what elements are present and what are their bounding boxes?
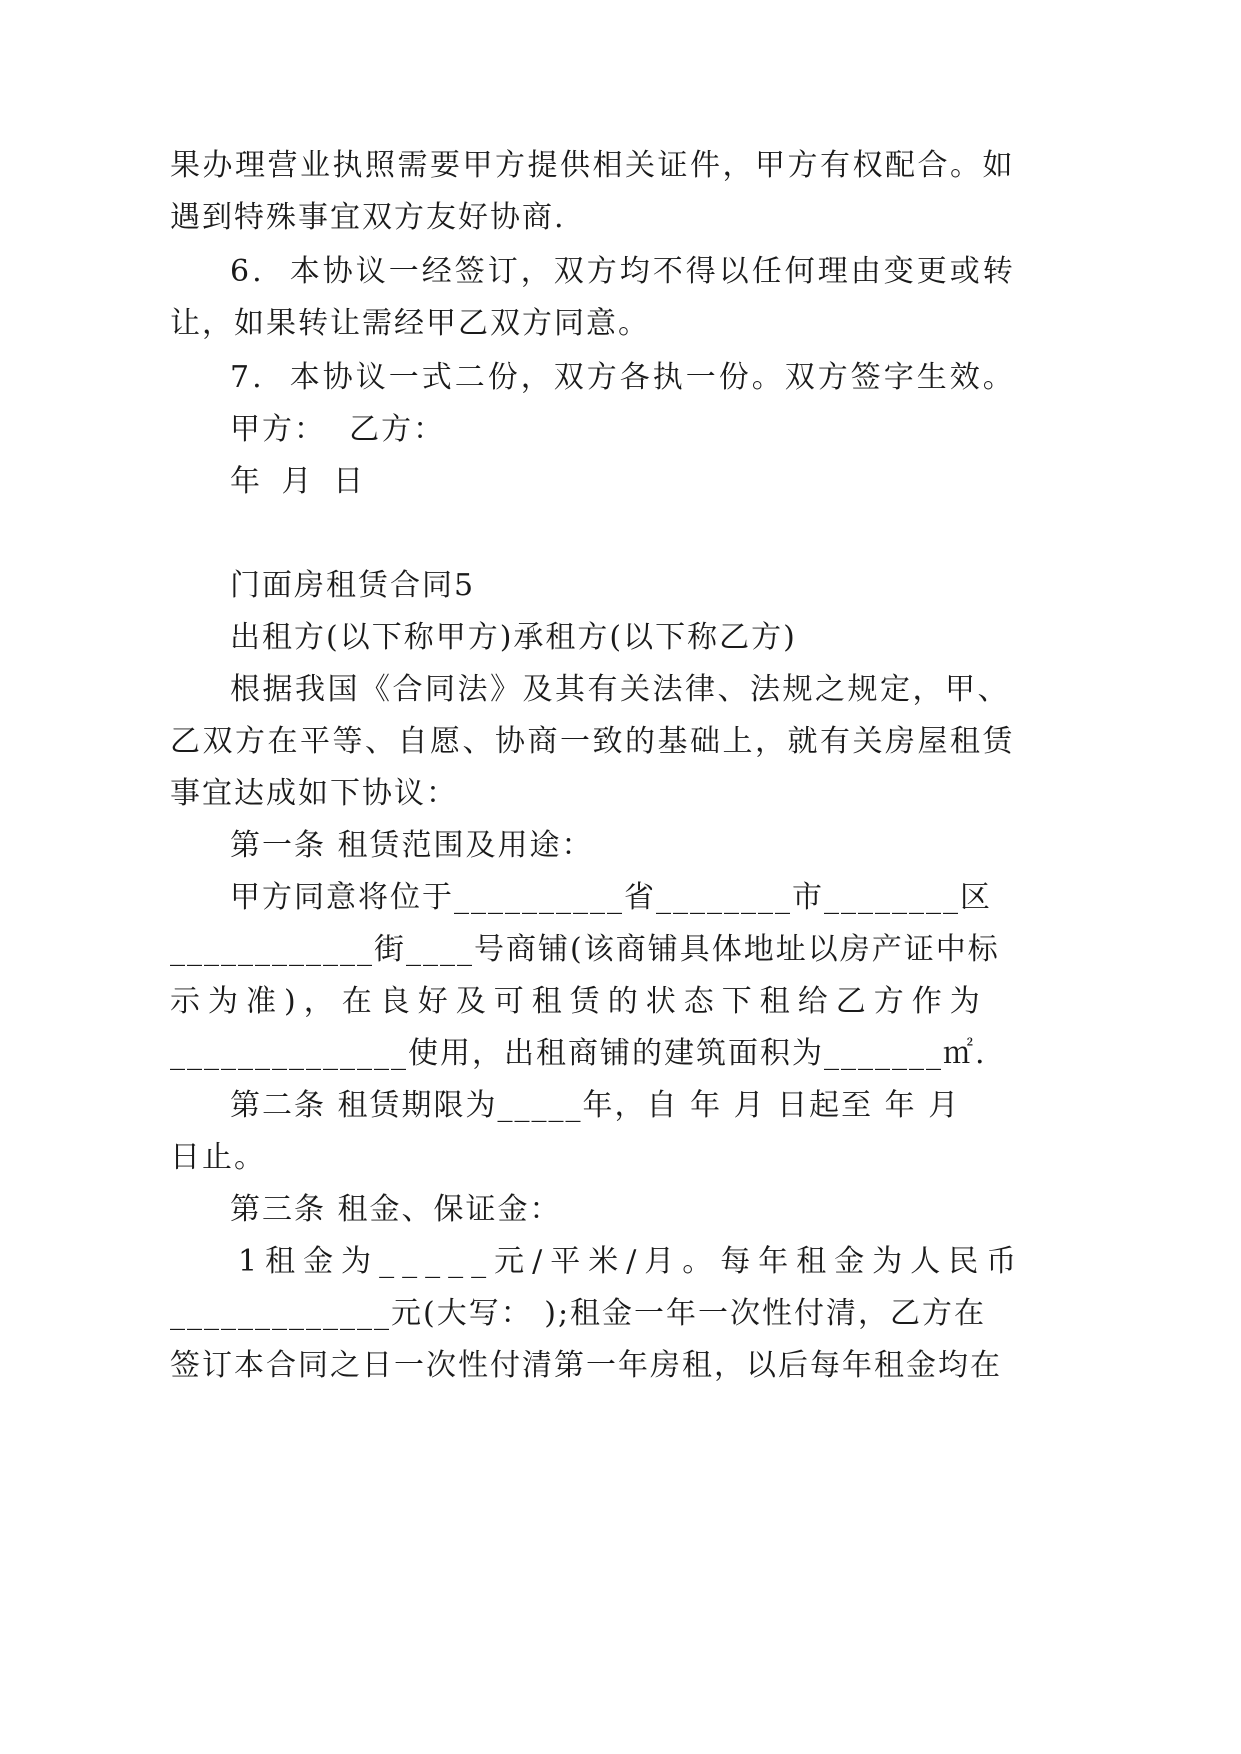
article-heading: 第一条 租赁范围及用途： [230, 828, 594, 863]
paragraph-line: 出租方(以下称甲方)承租方(以下称乙方) [230, 620, 797, 655]
paragraph-line: 乙双方在平等、自愿、协商一致的基础上，就有关房屋租赁 [170, 724, 1015, 759]
paragraph-line: 根据我国《合同法》及其有关法律、法规之规定，甲、 [230, 672, 1010, 707]
paragraph-line: 遇到特殊事宜双方友好协商. [170, 200, 566, 235]
article-heading: 第三条 租金、保证金： [230, 1192, 562, 1227]
paragraph-line: 6. 本协议一经签订，双方均不得以任何理由变更或转 [230, 254, 1016, 289]
paragraph-line: 7. 本协议一式二份，双方各执一份。双方签字生效。 [230, 360, 1016, 395]
paragraph-line: 签订本合同之日一次性付清第一年房租，以后每年租金均在 [170, 1348, 1002, 1383]
article-heading: 第二条 租赁期限为_____年，自 年 月 日起至 年 月 [230, 1088, 961, 1123]
section-title: 门面房租赁合同5 [230, 568, 476, 603]
paragraph-line: 让，如果转让需经甲乙双方同意。 [170, 306, 650, 341]
date-line: 年 月 日 [230, 464, 370, 499]
paragraph-line: 1租金为_____元/平米/月。每年租金为人民币 [238, 1244, 1025, 1279]
paragraph-line: 果办理营业执照需要甲方提供相关证件，甲方有权配合。如 [170, 148, 1015, 183]
paragraph-line: ______________使用，出租商铺的建筑面积为_______㎡. [170, 1036, 987, 1071]
paragraph-line: ____________街____号商铺(该商铺具体地址以房产证中标 [170, 932, 1000, 967]
paragraph-line: 示为准)，在良好及可租赁的状态下租给乙方作为 [170, 984, 988, 1019]
signature-line: 甲方： 乙方： [230, 412, 446, 447]
paragraph-line: _____________元(大写： );租金一年一次性付清，乙方在 [170, 1296, 987, 1331]
paragraph-line: 日止。 [170, 1140, 266, 1175]
paragraph-line: 事宜达成如下协议： [170, 776, 458, 811]
paragraph-line: 甲方同意将位于__________省________市________区 [230, 880, 992, 915]
